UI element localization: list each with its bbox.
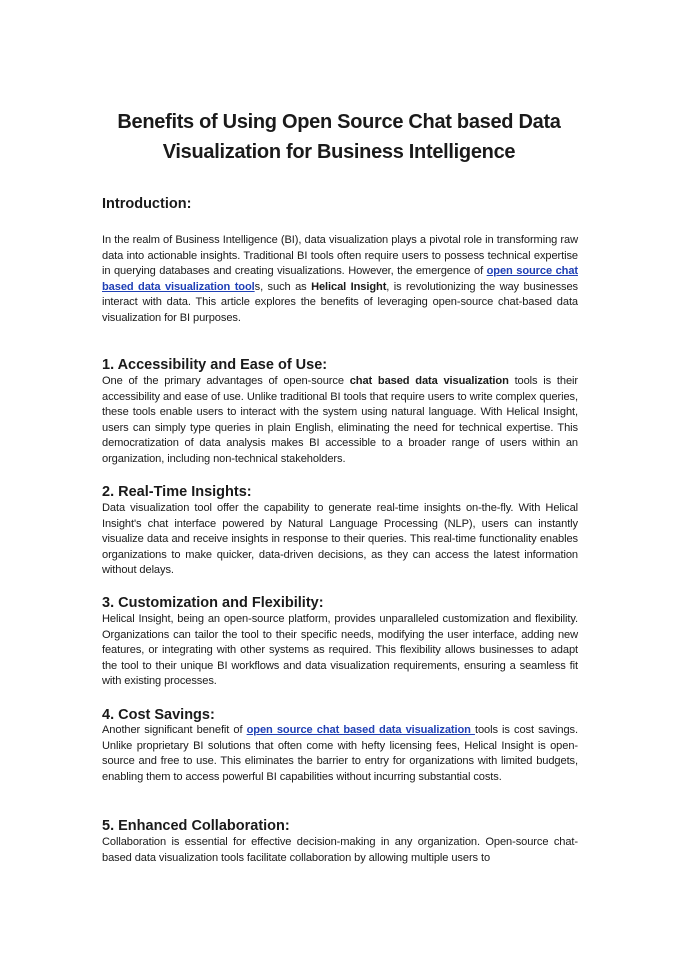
intro-text-1: In the realm of Business Intelligence (BI), data visualization plays a pivotal role in transforming raw data into actionable insights. Traditional BI tools often require users to possess technical expertise in querying databases and creating visualizations. However, the emergence of <box>102 234 578 277</box>
page-title <box>60 107 618 167</box>
section-4-paragraph <box>102 723 578 785</box>
section-1-text-2: tools is their accessibility and ease of use. Unlike traditional BI tools that require users to write complex queries, these tools enable users to interact with the system using natural language. With Helical Insight, users can simply type queries in plain English, eliminating the need for technical expertise. This democratization of data analysis makes BI accessible to a broader range of users within an organization, including non-technical stakeholders. <box>102 375 578 465</box>
section-3-heading: 3. Customization and Flexibility: <box>102 595 324 611</box>
intro-bold: Helical Insight <box>311 280 387 293</box>
section-5-heading: 5. Enhanced Collaboration: <box>102 818 290 834</box>
section-3-paragraph: Helical Insight, being an open-source platform, provides unparalleled customization and flexibility. Organizations can tailor the tool to their specific needs, modifying the user interface, adding new features, or integrating with other systems as required. This flexibility allows businesses to adapt the tool to their unique BI workflows and data visualization requirements, ensuring a seamless fit with existing processes. <box>102 613 578 687</box>
section-2-paragraph: Data visualization tool offer the capability to generate real-time insights on-the-fly. With Helical Insight's chat interface powered by Natural Language Processing (NLP), users can instantly visualize data and receive insights in response to their queries. This real-time functionality enables organizations to make quicker, data-driven decisions, as they can access the latest information without delays. <box>102 502 578 576</box>
intro-heading: Introduction: <box>102 196 192 212</box>
section-2-heading: 2. Real-Time Insights: <box>102 484 252 500</box>
section-4-heading: 4. Cost Savings: <box>102 707 215 723</box>
section-5-paragraph: Collaboration is essential for effective decision-making in any organization. Open-source chat-based data visualization tools facilitate collaboration by allowing multiple users to <box>102 836 578 864</box>
section-4-text-2: tools is cost savings. Unlike proprietary BI solutions that often come with hefty licensing fees, Helical Insight is open-source and free to use. This eliminates the barrier to entry for organizations with limited budgets, enabling them to access powerful BI capabilities without incurring substantial costs. <box>102 724 578 783</box>
section-1-text-1: One of the primary advantages of open-source <box>102 375 350 387</box>
section-1-heading: 1. Accessibility and Ease of Use: <box>102 357 328 373</box>
intro-paragraph <box>102 233 578 326</box>
section-4-link[interactable]: open source chat based data visualization <box>246 724 475 736</box>
intro-text-2: s, such as <box>254 280 312 293</box>
title-line-1: Benefits of Using Open Source Chat based Data <box>117 111 561 133</box>
intro-text-3: , is revolutionizing the way businesses interact with data. This article explores the benefits of leveraging open-source chat-based data visualization for BI purposes. <box>102 280 578 324</box>
section-4-text-1: Another significant benefit of <box>102 724 247 736</box>
title-line-2: Visualization for Business Intelligence <box>162 141 516 163</box>
section-1-bold: chat based data visualization <box>349 375 509 387</box>
intro-link[interactable]: open source chat based data visualization tool <box>102 265 578 293</box>
section-1-paragraph <box>102 374 578 467</box>
